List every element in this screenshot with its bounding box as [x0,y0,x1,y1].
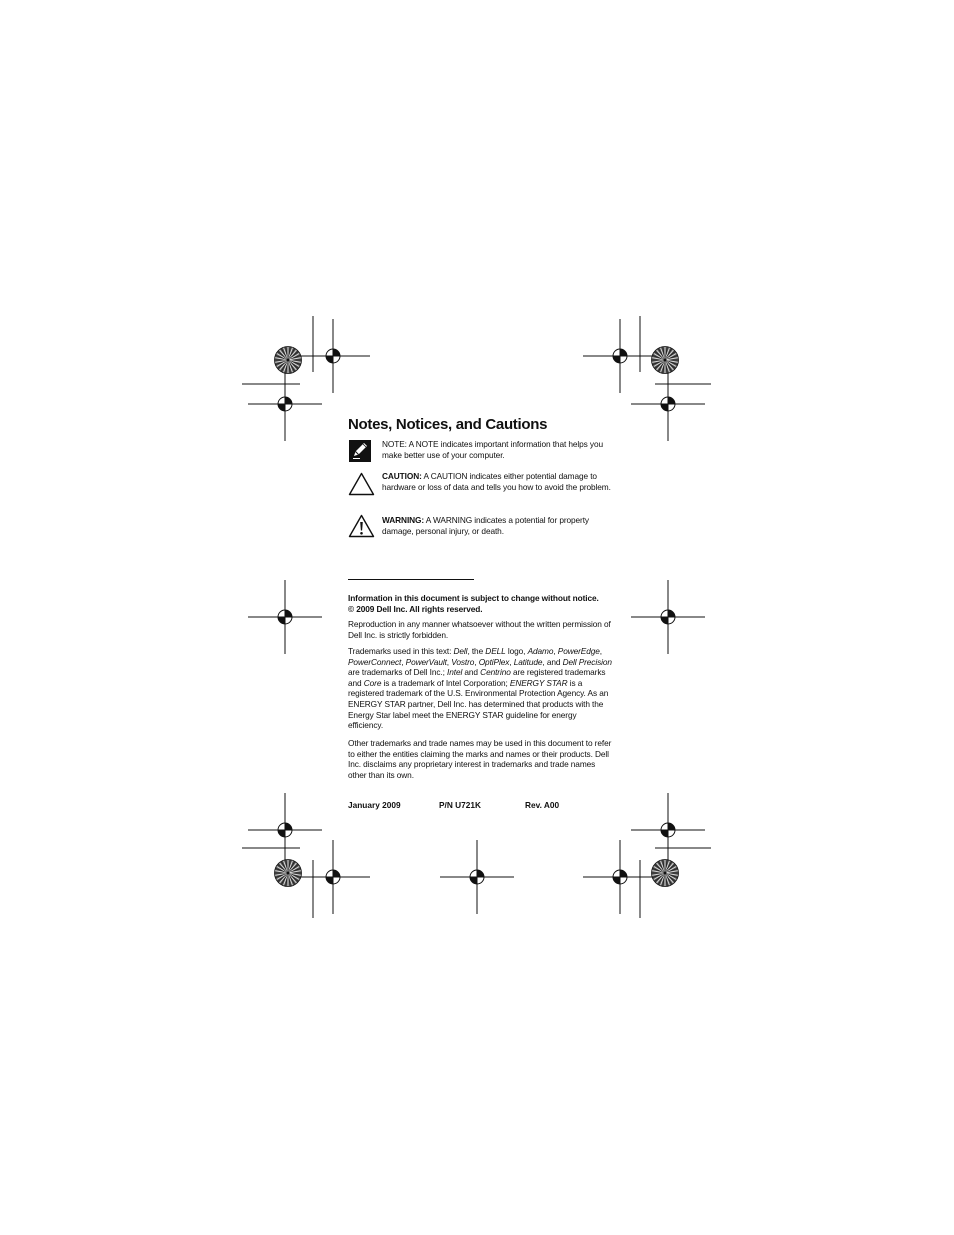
warning-exclamation-icon [348,514,375,538]
registration-crosshair-icon [631,793,705,867]
starburst-target-icon [652,860,679,887]
registration-crosshair-icon [296,840,370,914]
warning-text: WARNING: A WARNING indicates a potential for property damage, personal injury, or death. [382,515,589,536]
pencil-note-icon [349,440,371,462]
caution-triangle-icon [348,472,375,496]
starburst-target-icon [275,860,302,887]
section-divider [348,579,474,580]
starburst-target-icon [275,347,302,374]
registration-crosshair-icon [631,580,705,654]
reproduction-paragraph: Reproduction in any manner whatsoever without the written permission of Dell Inc. is strictly forbidden. [348,619,611,640]
registration-crosshair-icon [583,319,657,393]
registration-crosshair-icon [631,367,705,441]
registration-crosshair-icon [296,319,370,393]
note-text: NOTE: A NOTE indicates important information that helps you make better use of your computer. [382,439,603,460]
trademarks-paragraph: Trademarks used in this text: Dell, the DELL logo, Adamo, PowerEdge, PowerConnect, PowerVault, Vostro, OptiPlex, Latitude, and Dell Precision are trademarks of Dell Inc.; Intel and Centrino are registered trademarks and Core is a trademark of Intel Corporation; ENERGY STAR is a registered trademark of the U.S. Environmental Protection Agency. As an ENERGY STAR partner, Dell Inc. has determined that products with the Energy Star label meet the ENERGY STAR guideline for energy efficiency. [348,646,612,731]
starburst-target-icon [652,347,679,374]
caution-label: CAUTION: [382,471,422,481]
note-label: NOTE: [382,439,407,449]
registration-crosshair-icon [440,840,514,914]
other-trademarks-paragraph: Other trademarks and trade names may be used in this document to refer to either the entities claiming the marks and names or their products. Dell Inc. disclaims any proprietary interest in trademarks and trade names other than its own. [348,738,612,780]
footer-date: January 2009 [348,800,401,810]
warning-label: WARNING: [382,515,425,525]
registration-crosshair-icon [248,580,322,654]
registration-crosshair-icon [583,840,657,914]
registration-crosshair-icon [248,793,322,867]
info-notice: Information in this document is subject to change without notice. © 2009 Dell Inc. All rights reserved. [348,593,612,614]
registration-crosshair-icon [248,367,322,441]
footer-revision: Rev. A00 [525,800,560,810]
caution-text: CAUTION: A CAUTION indicates either potential damage to hardware or loss of data and tells you how to avoid the problem. [382,471,611,492]
copyright-line: © 2009 Dell Inc. All rights reserved. [348,603,483,614]
page-title: Notes, Notices, and Cautions [348,416,548,433]
footer-part-number: P/N U721K [439,800,481,810]
